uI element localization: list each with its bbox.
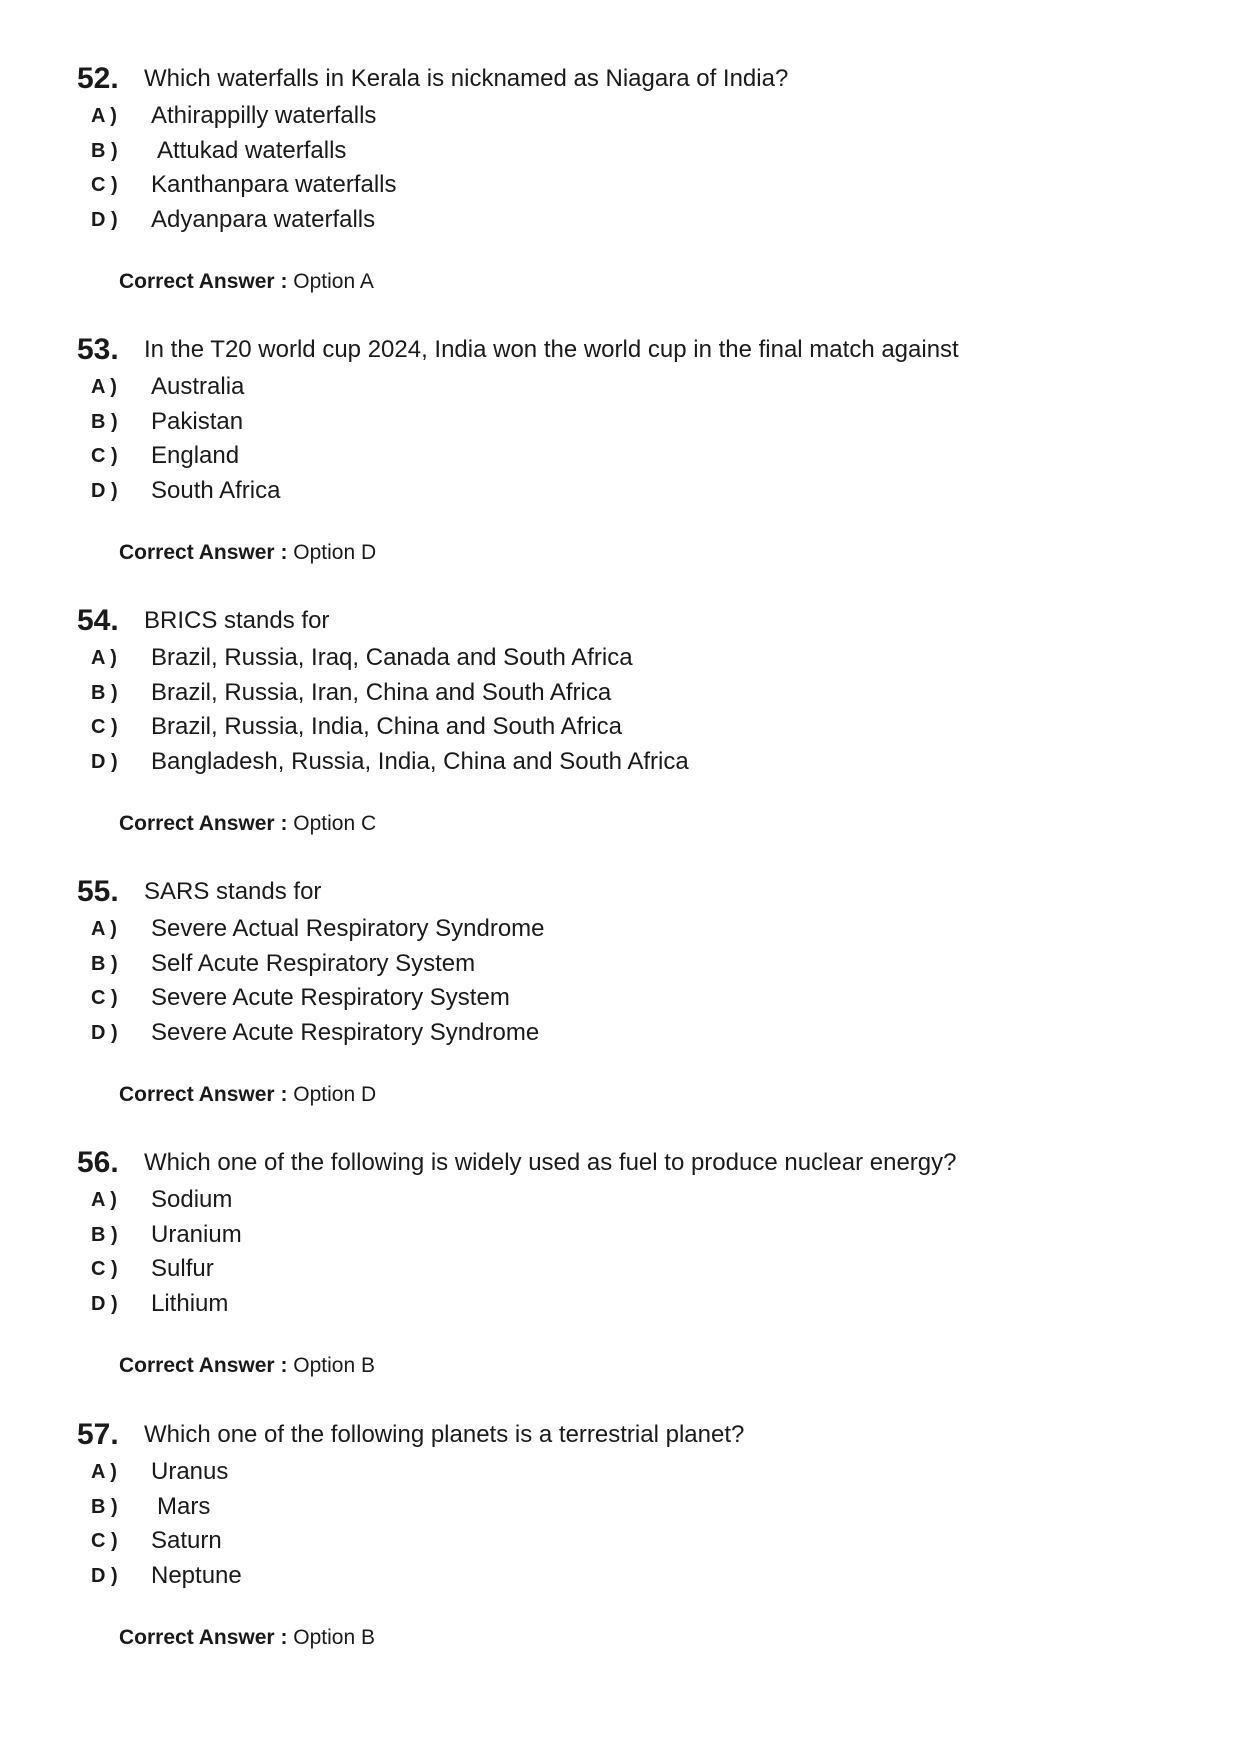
option-row xyxy=(0,439,1240,474)
option-letter: A ) xyxy=(91,1461,117,1483)
option-text: Neptune xyxy=(151,1562,242,1590)
question-text: In the T20 world cup 2024, India won the world cup in the final match against xyxy=(144,336,959,363)
correct-answer-label: Correct Answer : xyxy=(119,270,288,293)
option-row xyxy=(0,370,1240,405)
option-letter: C ) xyxy=(91,716,118,739)
correct-answer-label: Correct Answer : xyxy=(119,812,288,835)
correct-answer xyxy=(119,267,374,297)
option-text: Severe Actual Respiratory Syndrome xyxy=(151,915,545,942)
correct-answer-label: Correct Answer : xyxy=(119,1083,288,1106)
option-text: Attukad waterfalls xyxy=(157,136,347,164)
option-text: Mars xyxy=(157,1492,211,1520)
option-row xyxy=(0,710,1240,745)
option-row xyxy=(0,474,1240,509)
question-text: BRICS stands for xyxy=(144,607,330,634)
option-row xyxy=(0,405,1240,440)
question-block xyxy=(0,1143,1240,1322)
option-row xyxy=(0,168,1240,203)
option-letter: C ) xyxy=(91,987,118,1010)
option-text: Sulfur xyxy=(151,1255,214,1283)
option-row xyxy=(0,1287,1240,1322)
question-text: Which one of the following planets is a terrestrial planet? xyxy=(144,1421,745,1448)
option-text: Severe Acute Respiratory Syndrome xyxy=(151,1019,540,1047)
option-letter: D ) xyxy=(91,209,118,232)
option-text: Pakistan xyxy=(151,407,244,435)
question-number: 56. xyxy=(77,1146,119,1179)
question-text: Which waterfalls in Kerala is nicknamed as Niagara of India? xyxy=(144,65,789,92)
option-text: Uranium xyxy=(151,1220,242,1248)
question-block xyxy=(0,872,1240,1051)
question-header xyxy=(0,601,1240,641)
option-row xyxy=(0,745,1240,780)
question-number: 53. xyxy=(77,333,119,366)
option-row xyxy=(0,1455,1240,1490)
option-text: Saturn xyxy=(151,1527,222,1555)
option-letter: D ) xyxy=(91,751,118,774)
option-letter: D ) xyxy=(91,1022,118,1045)
question-header xyxy=(0,1415,1240,1455)
option-row xyxy=(0,1016,1240,1051)
option-letter: D ) xyxy=(91,480,118,503)
option-text: Bangladesh, Russia, India, China and South Africa xyxy=(151,748,689,776)
question-number: 57. xyxy=(77,1418,119,1451)
option-letter: B ) xyxy=(91,681,118,704)
option-row xyxy=(0,1218,1240,1253)
option-text: Lithium xyxy=(151,1290,229,1318)
correct-answer-value: Option B xyxy=(293,1354,375,1377)
correct-answer xyxy=(119,1623,375,1653)
option-letter: B ) xyxy=(91,1223,118,1246)
option-letter: A ) xyxy=(91,376,117,398)
option-letter: C ) xyxy=(91,445,118,468)
option-text: Athirappilly waterfalls xyxy=(151,102,377,129)
option-row xyxy=(0,1252,1240,1287)
option-row xyxy=(0,203,1240,238)
option-letter: A ) xyxy=(91,918,117,940)
question-block xyxy=(0,59,1240,238)
option-text: Kanthanpara waterfalls xyxy=(151,171,397,199)
option-letter: C ) xyxy=(91,174,118,197)
option-text: Adyanpara waterfalls xyxy=(151,206,376,234)
correct-answer xyxy=(119,538,376,568)
option-row xyxy=(0,676,1240,711)
question-number: 52. xyxy=(77,62,119,95)
option-text: Brazil, Russia, India, China and South Africa xyxy=(151,713,622,741)
option-row xyxy=(0,1490,1240,1525)
question-header xyxy=(0,59,1240,99)
question-header xyxy=(0,872,1240,912)
question-block xyxy=(0,330,1240,509)
question-header xyxy=(0,1143,1240,1183)
option-row xyxy=(0,99,1240,134)
correct-answer-label: Correct Answer : xyxy=(119,1354,288,1377)
question-number: 55. xyxy=(77,875,119,908)
correct-answer-value: Option B xyxy=(293,1626,375,1649)
option-text: Brazil, Russia, Iraq, Canada and South Africa xyxy=(151,644,633,671)
option-text: Uranus xyxy=(151,1458,229,1485)
option-letter: D ) xyxy=(91,1565,118,1588)
option-letter: B ) xyxy=(91,1495,118,1518)
option-letter: C ) xyxy=(91,1530,118,1553)
option-row xyxy=(0,641,1240,676)
correct-answer xyxy=(119,809,376,839)
question-block xyxy=(0,601,1240,780)
option-text: Sodium xyxy=(151,1186,233,1213)
option-row xyxy=(0,134,1240,169)
question-number: 54. xyxy=(77,604,119,637)
correct-answer xyxy=(119,1080,376,1110)
correct-answer-value: Option D xyxy=(293,1083,377,1106)
option-text: Severe Acute Respiratory System xyxy=(151,984,510,1012)
option-letter: C ) xyxy=(91,1258,118,1281)
option-letter: B ) xyxy=(91,410,118,433)
question-header xyxy=(0,330,1240,370)
option-row xyxy=(0,1524,1240,1559)
question-text: Which one of the following is widely used as fuel to produce nuclear energy? xyxy=(144,1149,957,1176)
option-text: South Africa xyxy=(151,477,281,505)
option-row xyxy=(0,1183,1240,1218)
option-letter: A ) xyxy=(91,105,117,127)
option-letter: B ) xyxy=(91,139,118,162)
option-text: Brazil, Russia, Iran, China and South Africa xyxy=(151,678,612,706)
option-row xyxy=(0,981,1240,1016)
option-letter: A ) xyxy=(91,647,117,669)
option-letter: B ) xyxy=(91,952,118,975)
correct-answer-value: Option C xyxy=(293,812,377,835)
option-letter: A ) xyxy=(91,1189,117,1211)
option-row xyxy=(0,912,1240,947)
option-row xyxy=(0,947,1240,982)
option-text: Australia xyxy=(151,373,245,400)
option-row xyxy=(0,1559,1240,1594)
correct-answer-value: Option A xyxy=(293,270,374,293)
correct-answer-value: Option D xyxy=(293,541,377,564)
question-text: SARS stands for xyxy=(144,878,322,905)
option-text: Self Acute Respiratory System xyxy=(151,949,476,977)
option-text: England xyxy=(151,442,240,470)
option-letter: D ) xyxy=(91,1293,118,1316)
correct-answer-label: Correct Answer : xyxy=(119,1626,288,1649)
correct-answer xyxy=(119,1351,375,1381)
correct-answer-label: Correct Answer : xyxy=(119,541,288,564)
question-block xyxy=(0,1415,1240,1594)
